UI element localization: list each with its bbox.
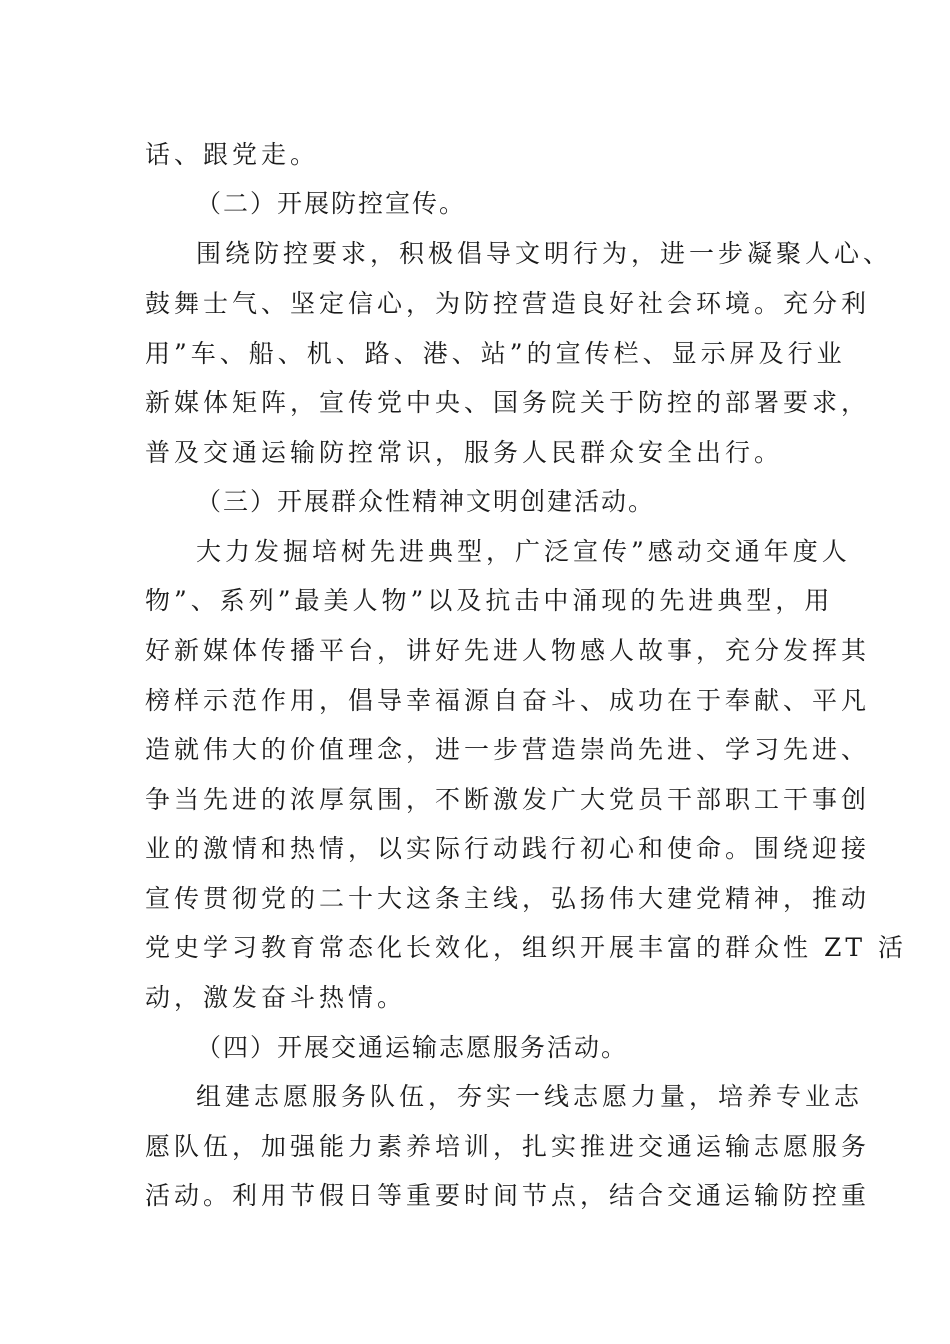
paragraph-first-line: 大力发掘培树先进典型，广泛宣传”感动交通年度人	[196, 537, 851, 566]
paragraph-first-line: 组建志愿服务队伍，夯实一线志愿力量，培养专业志	[196, 1082, 864, 1111]
text-line: 鼓舞士气、坚定信心，为防控营造良好社会环境。充分利	[145, 289, 871, 318]
section-heading: （三）开展群众性精神文明创建活动。	[196, 487, 656, 516]
text-line: 普及交通运输防控常识，服务人民群众安全出行。	[145, 438, 784, 467]
text-line: 争当先进的浓厚氛围，不断激发广大党员干部职工干事创	[145, 785, 871, 814]
text-line: 话、跟党走。	[145, 140, 320, 169]
text-line: 业的激情和热情，以实际行动践行初心和使命。围绕迎接	[145, 834, 871, 863]
text-line: 用”车、船、机、路、港、站”的宣传栏、显示屏及行业	[145, 339, 846, 368]
text-line: 造就伟大的价值理念，进一步营造崇尚先进、学习先进、	[145, 735, 871, 764]
section-heading: （二）开展防控宣传。	[196, 189, 467, 218]
text-line: 好新媒体传播平台，讲好先进人物感人故事，充分发挥其	[145, 636, 871, 665]
section-heading: （四）开展交通运输志愿服务活动。	[196, 1033, 629, 1062]
text-line: 活动。利用节假日等重要时间节点，结合交通运输防控重	[145, 1181, 871, 1210]
text-line: 愿队伍，加强能力素养培训，扎实推进交通运输志愿服务	[145, 1132, 871, 1161]
paragraph-first-line: 围绕防控要求，积极倡导文明行为，进一步凝聚人心、	[196, 239, 893, 268]
text-line: 物”、系列”最美人物”以及抗击中涌现的先进典型，用	[145, 586, 834, 615]
text-line: 榜样示范作用，倡导幸福源自奋斗、成功在于奉献、平凡	[145, 686, 871, 715]
text-line: 动，激发奋斗热情。	[145, 983, 407, 1012]
text-line: 新媒体矩阵，宣传党中央、国务院关于防控的部署要求，	[145, 388, 871, 417]
text-line: 宣传贯彻党的二十大这条主线，弘扬伟大建党精神，推动	[145, 884, 871, 913]
text-line: 党史学习教育常态化长效化，组织开展丰富的群众性 ZT 活	[145, 933, 907, 962]
